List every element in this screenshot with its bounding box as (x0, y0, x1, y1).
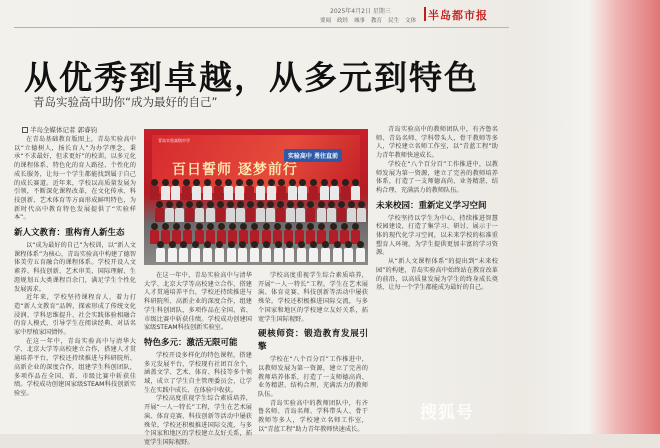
student-figure (309, 241, 318, 262)
student-figure (266, 201, 275, 222)
student-figure (226, 201, 235, 222)
student-figure (276, 201, 285, 222)
student-figure (256, 201, 265, 222)
student-figure (330, 179, 339, 200)
student-figure (238, 241, 247, 262)
student-figure (156, 241, 165, 262)
body-paragraph: 学校高度重视学生综合素质培养，开展“一人一特长”工程，学生在艺术展演、体育竞赛、科技创新等活动中屡获殊荣。学校还积极推进国际交流，与多个国家和地区的学校建立友好关系，拓宽学生国际视野。 (144, 395, 252, 446)
body-paragraph: 在这一年中，青岛实验高中与清华大学、北京大学等高校建立合作，搭建人才贯通培养平台，学校还持续推进与科研院所、高新企业的深度合作，组建学生科创团队，多项作品在全国、省、市级比赛中斩获佳绩。学校成功创建国家级STEAM科技创新实验室。 (144, 272, 252, 332)
student-figure (203, 179, 212, 200)
student-figure (296, 201, 305, 222)
student-figure (191, 241, 200, 262)
student-figure (337, 201, 346, 222)
student-figure (356, 241, 365, 262)
student-figure (344, 241, 353, 262)
body-paragraph: 以“成为最好的自己”为校训，以“新人文课程体系”为核心，青岛实验高中构建了德智体美劳五育融合的课程体系。学校开设人文素养、科技创新、艺术审美、国际理解、生涯规划五大类课程百余门，满足学生个性化发展需求。 (14, 242, 136, 293)
student-figure (214, 179, 223, 200)
section-title: 硬核师资：锻造教育发展引擎 (258, 329, 368, 353)
student-figure (277, 179, 286, 200)
student-figure (179, 241, 188, 262)
student-figure (182, 179, 191, 200)
student-figure (357, 201, 366, 222)
student-figure (288, 179, 297, 200)
watermark: 搜狐号 (420, 403, 474, 423)
body-paragraph: 学校在“八个百分百”工作推进中，以教师发展为第一资源，建立了完善的教师培养体系，打造了一支师德高尚、业务精湛、结构合理、充满活力的教师队伍。 (376, 160, 498, 194)
intro-paragraph: 在青岛基础教育版图上，青岛实验高中以“立德树人，扬长育人”为办学理念，秉承“不求最好，但求更好”的校训，以多元化的课程体系、特色化的育人路径、个性化的成长服务，让每一个学生都能找到属于自己的成长赛道。近年来，学校以高质量发展为引领，不断深化课程改革，在文化传承、科技创新、艺术体育等方面形成鲜明特色，为新时代高中教育特色发展提供了“实验样本”。 (14, 136, 136, 222)
byline-text: 半岛全媒体记者 郭睿钧 (30, 126, 98, 134)
student-figure (306, 201, 315, 222)
body-paragraph: 从“新人文课程体系”的提出到“未来校园”的构建，青岛实验高中始终站在教育改革的前沿，以高质量发展为学生的终身成长奠基，让每一个学生都能成为最好的自己。 (376, 258, 498, 292)
student-figure (150, 179, 159, 200)
student-figure (175, 201, 184, 222)
student-figure (215, 241, 224, 262)
section-index-item: 城事 (354, 18, 366, 24)
article-photo (144, 129, 368, 265)
student-figure (161, 179, 170, 200)
student-figure (236, 201, 245, 222)
student-figure (216, 201, 225, 222)
section-index-item: 政经 (337, 18, 349, 24)
student-figure (262, 241, 271, 262)
student-figure (195, 201, 204, 222)
photo-banner-text: 百日誓师 逐梦前行 (172, 162, 298, 178)
masthead-divider (424, 7, 426, 21)
student-figure (320, 179, 329, 200)
student-figure (286, 201, 295, 222)
section-index-item: 要闻 (320, 18, 332, 24)
header-rule (14, 27, 509, 28)
student-figure (224, 179, 233, 200)
body-paragraph: 在这一年中，青岛实验高中与清华大学、北京大学等高校建立合作，搭建人才贯通培养平台，学校还持续推进与科研院所、高新企业的深度合作，组建学生科创团队，多项作品在全国、省、市级比赛中斩获佳绩。学校成功创建国家级STEAM科技创新实验室。 (14, 337, 136, 397)
red-cover-edge (588, 0, 660, 434)
section-index (320, 16, 416, 24)
article-byline (22, 125, 97, 134)
student-figure (185, 201, 194, 222)
section-title: 新人文教育：重构育人新生态 (14, 228, 125, 239)
body-paragraph: 青岛实验高中的教师团队中，有齐鲁名师、青岛名师、学科带头人、骨干教师等多人，学校建立名师工作室，以“青蓝工程”助力青年教师快速成长。 (376, 126, 498, 160)
student-figure (321, 241, 330, 262)
article-headline: 从优秀到卓越，从多元到特色 (24, 58, 479, 97)
photo-badge: 实验高中 勇往直前 (284, 149, 342, 162)
student-figure (274, 241, 283, 262)
student-figure (341, 179, 350, 200)
student-figure (235, 179, 244, 200)
newspaper-logo: 半岛都市报 (428, 9, 488, 22)
body-paragraph: 近年来，学校坚持课程育人，着力打造“新人文教育”品牌，探索形成了传统文化浸润、学科思维提升、社会实践体验相融合的育人模式，引导学生在阅读经典、对话名家中厚植家国情怀。 (14, 294, 136, 337)
column-4 (376, 126, 498, 432)
section-index-item: 文体 (405, 18, 417, 24)
column-1 (14, 136, 136, 432)
student-figure (351, 179, 360, 200)
student-figure (203, 241, 212, 262)
student-figure (227, 241, 236, 262)
student-figure (250, 241, 259, 262)
photo-school-sign: 青岛实验高级中学 (158, 138, 190, 143)
student-figure (171, 179, 180, 200)
student-figure (165, 201, 174, 222)
student-figure (206, 201, 215, 222)
student-figure (256, 179, 265, 200)
section-title: 未来校园：重新定义学习空间 (376, 200, 487, 211)
body-paragraph: 学校高度重视学生综合素质培养，开展“一人一特长”工程，学生在艺术展演、体育竞赛、科技创新等活动中屡获殊荣。学校还积极推进国际交流，与多个国家和地区的学校建立友好关系，拓宽学生国际视野。 (258, 272, 368, 323)
body-paragraph: 学校坚持以学生为中心，持续推进智慧校园建设，打造了集学习、研讨、展示于一体的现代化学习空间，以未来学校的标准重塑育人环境，为学生提供更加丰富的学习资源。 (376, 214, 498, 257)
section-title: 特色多元：激活无限可能 (144, 337, 238, 348)
column-3 (258, 272, 368, 432)
body-paragraph: 青岛实验高中的教师团队中，有齐鲁名师、青岛名师、学科带头人、骨干教师等多人，学校建立名师工作室，以“青蓝工程”助力青年教师快速成长。 (258, 399, 368, 433)
body-paragraph: 学校开设多样化的特色课程，搭建多元发展平台，学校现有社团百余个，涵盖文学、艺术、体育、科技等多个领域，成立了学生自主管理委员会，让学生在实践中成长、在体验中收获。 (144, 351, 252, 394)
student-figure (298, 179, 307, 200)
student-figure (327, 201, 336, 222)
student-figure (267, 179, 276, 200)
student-figure (155, 201, 164, 222)
student-figure (245, 179, 254, 200)
student-figure (309, 179, 318, 200)
section-index-item: 教育 (371, 18, 383, 24)
student-figure (317, 201, 326, 222)
article-subhead: 青岛实验高中助你“成为最好的自己” (33, 95, 218, 109)
student-figure (333, 241, 342, 262)
student-figure (168, 241, 177, 262)
masthead (300, 4, 520, 28)
student-figure (192, 179, 201, 200)
byline-marker-icon (22, 127, 28, 133)
student-group (148, 177, 364, 261)
section-index-item: 民生 (388, 18, 400, 24)
column-2 (144, 272, 252, 446)
student-figure (246, 201, 255, 222)
issue-date: 2025年4月2日 星期三 (330, 8, 391, 15)
student-figure (285, 241, 294, 262)
body-paragraph: 学校在“八个百分百”工作推进中，以教师发展为第一资源，建立了完善的教师培养体系，打造了一支师德高尚、业务精湛、结构合理、充满活力的教师队伍。 (258, 356, 368, 399)
student-figure (347, 201, 356, 222)
student-figure (297, 241, 306, 262)
